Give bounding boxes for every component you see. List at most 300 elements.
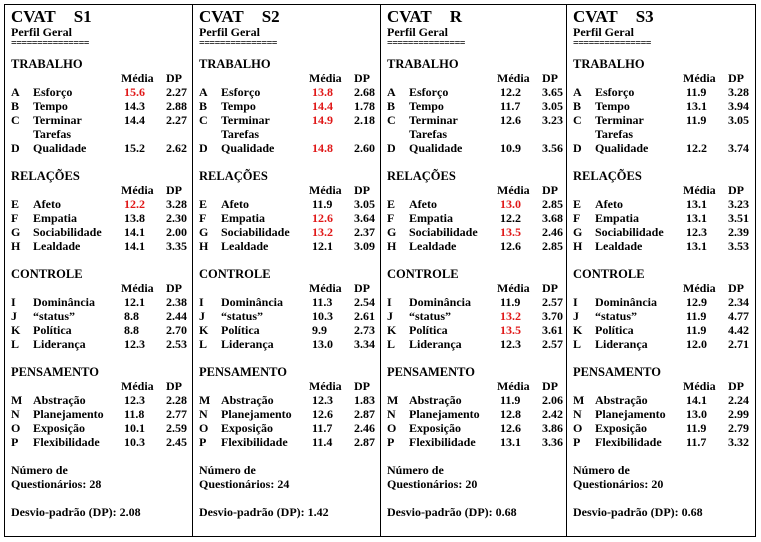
- column-header-row: [199, 71, 380, 85]
- row-letter: G: [199, 225, 209, 239]
- data-row: [199, 113, 380, 127]
- media-header: Média: [309, 183, 342, 197]
- media-value: 12.0: [686, 337, 707, 351]
- row-letter: I: [199, 295, 204, 309]
- dp-value: 3.65: [542, 85, 563, 99]
- column-title: [199, 7, 380, 26]
- row-letter: K: [199, 323, 209, 337]
- data-row: [199, 225, 380, 239]
- media-value: 12.6: [312, 407, 333, 421]
- dp-value: 2.99: [728, 407, 749, 421]
- media-header: Média: [683, 183, 716, 197]
- data-row: [387, 85, 566, 99]
- data-row: [573, 337, 755, 351]
- dp-value: 2.60: [354, 141, 375, 155]
- row-letter: P: [387, 435, 395, 449]
- row-letter: M: [199, 393, 211, 407]
- row-letter: P: [11, 435, 19, 449]
- dp-value: 2.28: [166, 393, 187, 407]
- media-header: Média: [121, 379, 154, 393]
- dp-value: 2.85: [542, 197, 563, 211]
- section-title: CONTROLE: [573, 267, 645, 281]
- column-header-row: [199, 281, 380, 295]
- dp-value: 3.23: [728, 197, 749, 211]
- row-letter: D: [573, 141, 582, 155]
- row-label: “status”: [221, 309, 264, 323]
- section-gap: [11, 351, 192, 365]
- section-gap: [387, 351, 566, 365]
- row-label: Planejamento: [409, 407, 480, 421]
- dp-value: 3.28: [166, 197, 187, 211]
- data-row: [387, 113, 566, 127]
- row-letter: P: [573, 435, 581, 449]
- row-letter: I: [387, 295, 392, 309]
- media-value: 13.1: [686, 211, 707, 225]
- column-header-row: [11, 71, 192, 85]
- row-letter: N: [11, 407, 20, 421]
- dp-header: DP: [728, 71, 744, 85]
- media-value: 12.3: [312, 393, 333, 407]
- media-value: 13.1: [686, 99, 707, 113]
- column-header-row: [11, 281, 192, 295]
- data-row: [573, 239, 755, 253]
- dp-value: 1.78: [354, 99, 375, 113]
- row-label: Abstração: [595, 393, 648, 407]
- row-letter: D: [387, 141, 396, 155]
- row-letter: O: [387, 421, 397, 435]
- row-label: Tempo: [221, 99, 256, 113]
- row-label: Flexibilidade: [595, 435, 662, 449]
- row-letter: O: [199, 421, 209, 435]
- row-label: Sociabilidade: [221, 225, 290, 239]
- data-row: [573, 295, 755, 309]
- section-gap: [199, 449, 380, 463]
- row-label: Liderança: [595, 337, 648, 351]
- data-row: [573, 141, 755, 155]
- row-label: Tempo: [409, 99, 444, 113]
- section-gap: [11, 253, 192, 267]
- row-label-continued: Tarefas: [595, 127, 634, 141]
- questionnaire-count: Questionários: 28: [11, 477, 102, 491]
- dp-value: 3.74: [728, 141, 749, 155]
- data-row: [11, 407, 192, 421]
- dp-value: 2.34: [728, 295, 749, 309]
- row-letter: L: [11, 337, 20, 351]
- row-letter: J: [199, 309, 205, 323]
- row-label: Dominância: [221, 295, 284, 309]
- row-label: Terminar: [409, 113, 458, 127]
- row-label: Afeto: [221, 197, 249, 211]
- dp-value: 3.53: [728, 239, 749, 253]
- section-title: TRABALHO: [387, 57, 459, 71]
- media-value: 15.2: [124, 141, 145, 155]
- dp-value: 3.05: [354, 197, 375, 211]
- row-label: Qualidade: [409, 141, 463, 155]
- row-letter: E: [199, 197, 208, 211]
- media-value: 13.2: [500, 309, 521, 323]
- dp-value: 1.83: [354, 393, 375, 407]
- column-header-row: [11, 183, 192, 197]
- title-main: CVAT: [11, 7, 56, 26]
- data-row: [573, 421, 755, 435]
- section-title: PENSAMENTO: [11, 365, 99, 379]
- dp-header: DP: [542, 281, 558, 295]
- media-value: 12.8: [500, 407, 521, 421]
- row-label: “status”: [409, 309, 452, 323]
- media-header: Média: [683, 71, 716, 85]
- row-label: Liderança: [33, 337, 86, 351]
- dp-value: 2.88: [166, 99, 187, 113]
- row-label: Lealdade: [409, 239, 457, 253]
- row-label: Liderança: [409, 337, 462, 351]
- row-label: Política: [221, 323, 260, 337]
- row-label: Qualidade: [595, 141, 649, 155]
- row-letter: E: [11, 197, 20, 211]
- dp-value: 2.79: [728, 421, 749, 435]
- row-letter: P: [199, 435, 207, 449]
- profile-column: [193, 5, 381, 536]
- dp-value: 2.39: [728, 225, 749, 239]
- data-row: [573, 225, 755, 239]
- data-row-continuation: [199, 127, 380, 141]
- section-title: CONTROLE: [199, 267, 271, 281]
- row-letter: B: [199, 99, 208, 113]
- dp-value: 2.71: [728, 337, 749, 351]
- media-header: Média: [309, 281, 342, 295]
- dp-value: 2.27: [166, 113, 187, 127]
- row-label: Política: [409, 323, 448, 337]
- row-letter: K: [387, 323, 397, 337]
- media-value: 13.5: [500, 225, 521, 239]
- row-label: Afeto: [595, 197, 623, 211]
- dp-value: 2.53: [166, 337, 187, 351]
- row-letter: C: [199, 113, 208, 127]
- data-row: [199, 99, 380, 113]
- dp-value: 2.54: [354, 295, 375, 309]
- media-value: 12.2: [500, 85, 521, 99]
- data-row: [573, 435, 755, 449]
- row-label: Planejamento: [33, 407, 104, 421]
- dp-value: 3.28: [728, 85, 749, 99]
- title-main: CVAT: [199, 7, 244, 26]
- row-label: Exposição: [409, 421, 462, 435]
- data-row: [11, 393, 192, 407]
- footer-gap: [199, 491, 380, 505]
- title-rule: ===============: [387, 38, 465, 49]
- section-gap: [11, 155, 192, 169]
- media-value: 11.7: [686, 435, 707, 449]
- column-header-row: [573, 183, 755, 197]
- std-dev: Desvio-padrão (DP): 0.68: [387, 505, 517, 519]
- row-label: Política: [33, 323, 72, 337]
- media-value: 11.9: [312, 197, 333, 211]
- dp-value: 2.18: [354, 113, 375, 127]
- section-title: PENSAMENTO: [387, 365, 475, 379]
- dp-header: DP: [542, 183, 558, 197]
- row-letter: F: [11, 211, 19, 225]
- media-value: 12.6: [500, 421, 521, 435]
- data-row: [387, 393, 566, 407]
- row-label: Terminar: [595, 113, 644, 127]
- row-label: Afeto: [33, 197, 61, 211]
- row-letter: K: [573, 323, 583, 337]
- row-letter: I: [573, 295, 578, 309]
- data-row: [11, 337, 192, 351]
- row-label-continued: Tarefas: [409, 127, 448, 141]
- questionnaire-count-label: Número de: [573, 463, 630, 477]
- media-value: 10.3: [312, 309, 333, 323]
- data-row: [11, 295, 192, 309]
- dp-value: 2.37: [354, 225, 375, 239]
- row-label: “status”: [595, 309, 638, 323]
- section-gap: [387, 449, 566, 463]
- std-dev: Desvio-padrão (DP): 2.08: [11, 505, 141, 519]
- row-label: Liderança: [221, 337, 274, 351]
- row-label: Sociabilidade: [33, 225, 102, 239]
- row-letter: H: [387, 239, 397, 253]
- data-row: [199, 309, 380, 323]
- row-letter: C: [11, 113, 20, 127]
- row-label: Planejamento: [221, 407, 292, 421]
- profile-column: [381, 5, 567, 536]
- row-label: Empatia: [221, 211, 266, 225]
- column-header-row: [11, 379, 192, 393]
- questionnaire-count: Questionários: 20: [573, 477, 664, 491]
- std-dev: Desvio-padrão (DP): 1.42: [199, 505, 329, 519]
- data-row: [387, 421, 566, 435]
- dp-value: 2.06: [542, 393, 563, 407]
- data-row: [387, 239, 566, 253]
- row-label: Lealdade: [595, 239, 643, 253]
- dp-value: 3.09: [354, 239, 375, 253]
- dp-value: 3.35: [166, 239, 187, 253]
- row-letter: M: [573, 393, 585, 407]
- row-letter: H: [573, 239, 583, 253]
- footer-gap: [573, 491, 755, 505]
- section-gap: [573, 351, 755, 365]
- dp-header: DP: [542, 71, 558, 85]
- title-main: CVAT: [387, 7, 432, 26]
- data-row: [573, 393, 755, 407]
- row-letter: F: [199, 211, 207, 225]
- media-header: Média: [121, 71, 154, 85]
- data-row: [11, 309, 192, 323]
- data-row: [11, 197, 192, 211]
- media-value: 11.7: [500, 99, 521, 113]
- column-subtitle: Perfil Geral: [573, 25, 634, 39]
- dp-value: 3.32: [728, 435, 749, 449]
- row-letter: H: [11, 239, 21, 253]
- profile-column: [567, 5, 755, 536]
- dp-header: DP: [166, 281, 182, 295]
- data-row: [199, 323, 380, 337]
- column-header-row: [387, 183, 566, 197]
- dp-value: 2.68: [354, 85, 375, 99]
- media-value: 13.0: [500, 197, 521, 211]
- row-label: Tempo: [33, 99, 68, 113]
- media-header: Média: [121, 281, 154, 295]
- data-row: [199, 295, 380, 309]
- section-title: RELAÇÕES: [573, 169, 642, 183]
- dp-value: 3.36: [542, 435, 563, 449]
- section-title: CONTROLE: [387, 267, 459, 281]
- dp-header: DP: [354, 71, 370, 85]
- data-row: [573, 323, 755, 337]
- dp-value: 3.05: [542, 99, 563, 113]
- dp-header: DP: [166, 379, 182, 393]
- row-label: Flexibilidade: [409, 435, 476, 449]
- title-code: S3: [635, 7, 654, 26]
- media-value: 14.1: [124, 239, 145, 253]
- row-letter: M: [11, 393, 23, 407]
- title-rule: ===============: [573, 38, 651, 49]
- dp-value: 2.87: [354, 435, 375, 449]
- row-label: Exposição: [33, 421, 86, 435]
- questionnaire-count: Questionários: 24: [199, 477, 290, 491]
- row-letter: N: [199, 407, 208, 421]
- media-value: 14.1: [124, 225, 145, 239]
- title-code: S2: [261, 7, 280, 26]
- row-letter: D: [11, 141, 20, 155]
- media-value: 14.8: [312, 141, 333, 155]
- media-value: 13.0: [686, 407, 707, 421]
- media-value: 12.2: [686, 141, 707, 155]
- data-row: [11, 323, 192, 337]
- row-label: Planejamento: [595, 407, 666, 421]
- row-letter: I: [11, 295, 16, 309]
- media-header: Média: [497, 379, 530, 393]
- data-row: [199, 197, 380, 211]
- row-letter: J: [573, 309, 579, 323]
- data-row: [11, 421, 192, 435]
- row-letter: E: [573, 197, 582, 211]
- row-letter: G: [573, 225, 583, 239]
- row-letter: B: [11, 99, 20, 113]
- dp-value: 2.46: [354, 421, 375, 435]
- questionnaire-count-label: Número de: [387, 463, 444, 477]
- row-letter: N: [387, 407, 396, 421]
- row-label: Sociabilidade: [409, 225, 478, 239]
- media-value: 14.4: [312, 99, 333, 113]
- dp-value: 2.87: [354, 407, 375, 421]
- data-row: [11, 113, 192, 127]
- row-label: Tempo: [595, 99, 630, 113]
- title-main: CVAT: [573, 7, 618, 26]
- row-letter: N: [573, 407, 582, 421]
- media-value: 14.3: [124, 99, 145, 113]
- dp-value: 2.38: [166, 295, 187, 309]
- data-row: [199, 421, 380, 435]
- dp-header: DP: [728, 183, 744, 197]
- section-gap: [199, 155, 380, 169]
- media-header: Média: [497, 281, 530, 295]
- row-label: Lealdade: [33, 239, 81, 253]
- media-value: 11.3: [312, 295, 333, 309]
- data-row: [199, 239, 380, 253]
- dp-value: 3.51: [728, 211, 749, 225]
- column-header-row: [573, 379, 755, 393]
- questionnaire-count-label: Número de: [11, 463, 68, 477]
- column-header-row: [387, 379, 566, 393]
- section-title: RELAÇÕES: [11, 169, 80, 183]
- row-label: Dominância: [409, 295, 472, 309]
- data-row: [573, 99, 755, 113]
- dp-value: 2.73: [354, 323, 375, 337]
- dp-value: 2.46: [542, 225, 563, 239]
- media-value: 11.9: [686, 113, 707, 127]
- dp-value: 3.34: [354, 337, 375, 351]
- media-value: 12.2: [124, 197, 145, 211]
- dp-value: 2.24: [728, 393, 749, 407]
- data-row: [11, 211, 192, 225]
- media-value: 14.9: [312, 113, 333, 127]
- media-value: 11.4: [312, 435, 333, 449]
- row-label: Terminar: [33, 113, 82, 127]
- data-row: [573, 407, 755, 421]
- media-value: 13.5: [500, 323, 521, 337]
- title-rule: ===============: [199, 38, 277, 49]
- data-row: [199, 211, 380, 225]
- dp-header: DP: [354, 281, 370, 295]
- column-header-row: [199, 379, 380, 393]
- media-value: 13.1: [686, 197, 707, 211]
- row-letter: L: [387, 337, 396, 351]
- media-value: 12.9: [686, 295, 707, 309]
- dp-value: 2.57: [542, 295, 563, 309]
- row-label: Qualidade: [221, 141, 275, 155]
- dp-value: 3.23: [542, 113, 563, 127]
- row-letter: B: [387, 99, 396, 113]
- column-title: [387, 7, 566, 26]
- section-title: RELAÇÕES: [199, 169, 268, 183]
- questionnaire-count-label: Número de: [199, 463, 256, 477]
- data-row: [573, 85, 755, 99]
- row-letter: C: [387, 113, 396, 127]
- column-subtitle: Perfil Geral: [11, 25, 72, 39]
- media-value: 8.8: [124, 309, 139, 323]
- column-header-row: [199, 183, 380, 197]
- data-row: [387, 435, 566, 449]
- data-row-continuation: [573, 127, 755, 141]
- section-gap: [573, 253, 755, 267]
- media-value: 12.3: [124, 393, 145, 407]
- data-row: [387, 197, 566, 211]
- media-value: 8.8: [124, 323, 139, 337]
- media-value: 9.9: [312, 323, 327, 337]
- data-row: [199, 337, 380, 351]
- data-row: [573, 113, 755, 127]
- data-row: [199, 393, 380, 407]
- media-header: Média: [497, 71, 530, 85]
- section-gap: [11, 449, 192, 463]
- data-row: [199, 435, 380, 449]
- dp-value: 2.77: [166, 407, 187, 421]
- row-letter: D: [199, 141, 208, 155]
- dp-value: 2.57: [542, 337, 563, 351]
- row-label: Exposição: [595, 421, 648, 435]
- dp-header: DP: [542, 379, 558, 393]
- media-value: 12.1: [124, 295, 145, 309]
- data-row: [11, 85, 192, 99]
- media-header: Média: [497, 183, 530, 197]
- data-row: [573, 309, 755, 323]
- section-gap: [199, 253, 380, 267]
- std-dev: Desvio-padrão (DP): 0.68: [573, 505, 703, 519]
- row-letter: G: [387, 225, 397, 239]
- data-row: [11, 141, 192, 155]
- dp-value: 2.44: [166, 309, 187, 323]
- data-row: [199, 141, 380, 155]
